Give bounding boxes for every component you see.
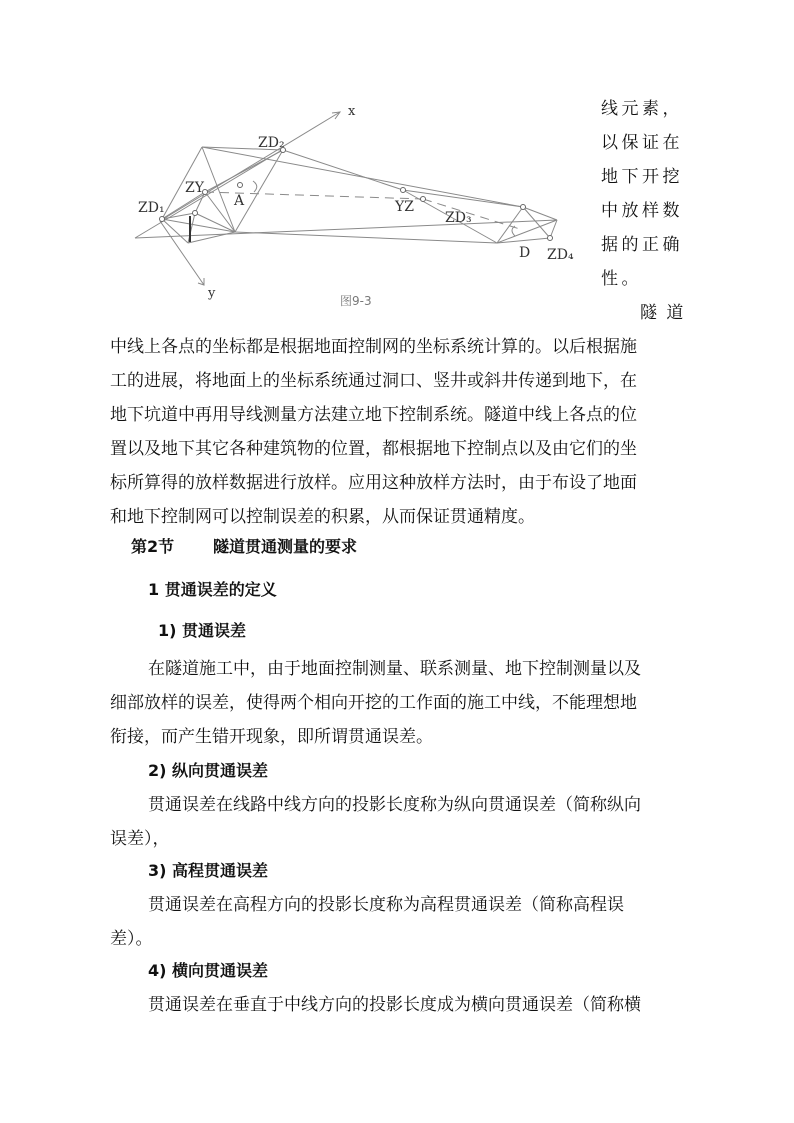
network-line xyxy=(283,150,403,190)
network-line xyxy=(205,150,283,192)
paragraph-line: 工的进展，将地面上的坐标系统通过洞口、竖井或斜井传递到地下，在 xyxy=(110,371,637,391)
network-line xyxy=(162,219,235,232)
station-point xyxy=(548,236,553,241)
side-text-line: 中放样数 xyxy=(601,201,683,221)
network-line xyxy=(235,232,497,243)
paragraph-line: 地下坑道中再用导线测量方法建立地下控制系统。隧道中线上各点的位 xyxy=(110,405,637,425)
y-axis-label: y xyxy=(208,286,216,301)
figure-caption: 图9-3 xyxy=(340,294,372,308)
network-line xyxy=(205,192,235,232)
paragraph-line: 中线上各点的坐标都是根据地面控制网的坐标系统计算的。以后根据施 xyxy=(110,337,637,357)
zd3-label: ZD₃ xyxy=(445,210,472,226)
yz-label: YZ xyxy=(395,199,414,215)
network-line xyxy=(235,150,283,232)
station-point xyxy=(421,197,426,202)
paragraph-line: 贯通误差在线路中线方向的投影长度称为纵向贯通误差（简称纵向 xyxy=(148,795,641,815)
paragraph-line: 细部放样的误差，使得两个相向开挖的工作面的施工中线，不能理想地 xyxy=(110,693,637,713)
station-point xyxy=(401,188,406,193)
zy-label: ZY xyxy=(185,180,204,196)
section-number: 第2节 xyxy=(131,537,175,556)
network-line xyxy=(202,147,235,232)
curve-arc xyxy=(253,181,257,192)
side-text-line: 地下开挖 xyxy=(601,167,683,187)
network-line xyxy=(497,238,550,243)
paragraph-line: 标所算得的放样数据进行放样。应用这种放样方法时，由于布设了地面 xyxy=(110,473,637,493)
figure-9-3 xyxy=(120,95,590,315)
item-heading: 2) 纵向贯通误差 xyxy=(148,761,269,780)
paragraph-line: 在隧道施工中，由于地面控制测量、联系测量、地下控制测量以及 xyxy=(148,659,641,679)
paragraph-line-start: 隧 道 xyxy=(640,303,686,323)
x-axis xyxy=(160,112,340,221)
paragraph-line: 衔接，而产生错开现象，即所谓贯通误差。 xyxy=(110,727,433,747)
zd1-label: ZD₁ xyxy=(138,200,165,216)
y-axis xyxy=(160,221,204,285)
station-point xyxy=(193,211,198,216)
a-label: A xyxy=(234,193,245,209)
side-text-line: 以保证在 xyxy=(601,133,683,153)
paragraph-line: 和地下控制网可以控制误差的积累，从而保证贯通精度。 xyxy=(110,507,535,527)
station-point xyxy=(521,205,526,210)
base-line-lower xyxy=(135,220,557,238)
item-heading: 4) 横向贯通误差 xyxy=(148,961,269,980)
paragraph-line: 贯通误差在高程方向的投影长度称为高程贯通误差（简称高程误 xyxy=(148,895,624,915)
zd2-label: ZD₂ xyxy=(258,135,285,151)
section-heading xyxy=(131,530,357,564)
x-axis-label: x xyxy=(348,104,356,119)
paragraph-line: 贯通误差在垂直于中线方向的投影长度成为横向贯通误差（简称横 xyxy=(148,995,641,1015)
station-point xyxy=(160,217,165,222)
network-line xyxy=(188,232,235,243)
d-label: D xyxy=(519,245,531,261)
x-axis-arrow xyxy=(332,112,340,119)
side-text-line: 据的正确 xyxy=(601,235,683,255)
subsection-heading: 1 贯通误差的定义 xyxy=(148,580,277,599)
station-point xyxy=(238,183,243,188)
paragraph-line: 误差）， xyxy=(110,829,170,849)
paragraph-line: 差）。 xyxy=(110,929,153,949)
side-text-line: 性。 xyxy=(601,269,642,289)
item-heading: 1) 贯通误差 xyxy=(158,621,247,640)
tunnel-network-diagram xyxy=(120,95,590,315)
item-heading: 3) 高程贯通误差 xyxy=(148,861,269,880)
paragraph-line: 置以及地下其它各种建筑物的位置，都根据地下控制点以及由它们的坐 xyxy=(110,439,637,459)
side-text-line: 线元素， xyxy=(601,99,683,119)
section-title: 隧道贯通测量的要求 xyxy=(213,537,358,556)
zd4-label: ZD₄ xyxy=(547,247,574,263)
